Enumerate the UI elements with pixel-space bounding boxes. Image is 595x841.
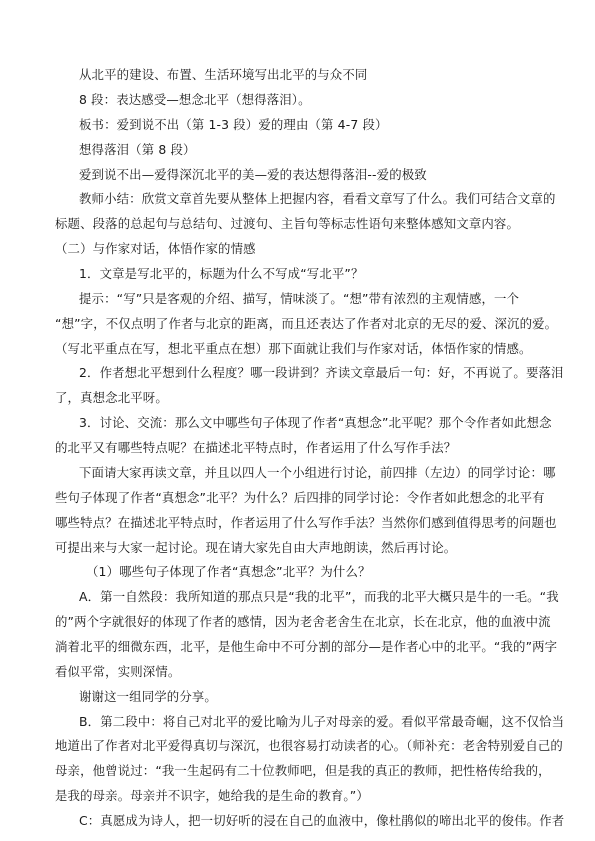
- text-line: 些句子体现了作者“真想念”北平？为什么？后四排的同学讨论：令作者如此想念的北平有: [55, 489, 545, 505]
- text-line: 爱到说不出—爱得深沉北平的美—爱的表达想得落泪--爱的极致: [79, 166, 427, 182]
- text-line: 想得落泪（第 8 段）: [79, 141, 196, 157]
- text-line: 标题、段落的总起句与总结句、过渡句、主旨句等标志性语句来整体感知文章内容。: [55, 216, 520, 232]
- text-line: 母亲，他曾说过：“我一生起码有二十位教师吧，但是我的真正的教师，把性格传给我的，: [55, 763, 551, 779]
- text-line: 8 段：表达感受—想念北平（想得落泪）。: [79, 91, 311, 107]
- text-line: 是我的母亲。母亲并不识字，她给我的是生命的教育。”）: [55, 788, 369, 804]
- text-line: B．第二段中：将自己对北平的爱比喻为儿子对母亲的爱。看似平常最奇崛，这不仅恰当: [79, 713, 565, 729]
- text-line: 板书：爱到说不出（第 1-3 段）爱的理由（第 4-7 段）: [79, 116, 388, 132]
- text-line: 地道出了作者对北平爱得真切与深沉，也很容易打动读者的心。（师补充：老舍特别爱自己的: [55, 738, 563, 754]
- text-line: 淌着北平的细微东西，北平，是他生命中不可分割的部分—是作者心中的北平。“我的”两字: [55, 638, 558, 654]
- text-line: A．第一自然段：我所知道的那点只是“我的北平”，而我的北平大概只是牛的一毛。“我: [79, 589, 559, 605]
- text-line: 可提出来与大家一起讨论。现在请大家先自由大声地朗读，然后再讨论。: [55, 539, 457, 555]
- text-line: 看似平常，实则深情。: [55, 663, 181, 679]
- text-line: 的”两个字就很好的体现了作者的感情，因为老舍老舍生在北京，长在北京，他的血液中流: [55, 614, 551, 630]
- text-line: 哪些特点？在描述北平特点时，作者运用了什么写作手法？当然你们感到值得思考的问题也: [55, 514, 557, 530]
- text-line: 2．作者想北平想到什么程度？哪一段讲到？齐读文章最后一句：好，不再说了。要落泪: [79, 365, 564, 381]
- text-line: 下面请大家再读文章，并且以四人一个小组进行讨论，前四排（左边）的同学讨论：哪: [79, 464, 556, 480]
- text-line: C：真愿成为诗人，把一切好听的浸在自己的血液中，像杜鹃似的啼出北平的俊伟。作者: [79, 813, 565, 828]
- section-heading: （二）与作家对话，体悟作家的情感: [55, 241, 256, 257]
- sub-question: （1）哪些句子体现了作者“真想念”北平？为什么？: [86, 564, 371, 580]
- text-line: 提示：“写”只是客观的介绍、描写，情味淡了。“想”带有浓烈的主观情感，一个: [79, 290, 520, 306]
- text-line: 从北平的建设、布置、生活环境写出北平的与众不同: [79, 67, 368, 82]
- text-line: 1．文章是写北平的，标题为什么不写成“写北平”？: [79, 265, 364, 281]
- text-line: 3．讨论、交流：那么文中哪些句子体现了作者“真想念”北平呢？那个令作者如此想念: [79, 415, 552, 431]
- text-line: 谢谢这一组同学的分享。: [79, 688, 217, 704]
- text-line: 的北平又有哪些特点呢？在描述北平特点时，作者运用了什么写作手法？: [55, 440, 457, 455]
- text-line: （写北平重点在写，想北平重点在想）那下面就让我们与作家对话，体悟作家的情感。: [55, 340, 532, 356]
- text-line: 了，真想念北平呀。: [55, 390, 168, 406]
- text-line: 教师小结：欣赏文章首先要从整体上把握内容，看看文章写了什么。我们可结合文章的: [79, 191, 556, 207]
- text-line: “想”字，不仅点明了作者与北京的距离，而且还表达了作者对北京的无尽的爱、深沉的爱。: [55, 315, 558, 331]
